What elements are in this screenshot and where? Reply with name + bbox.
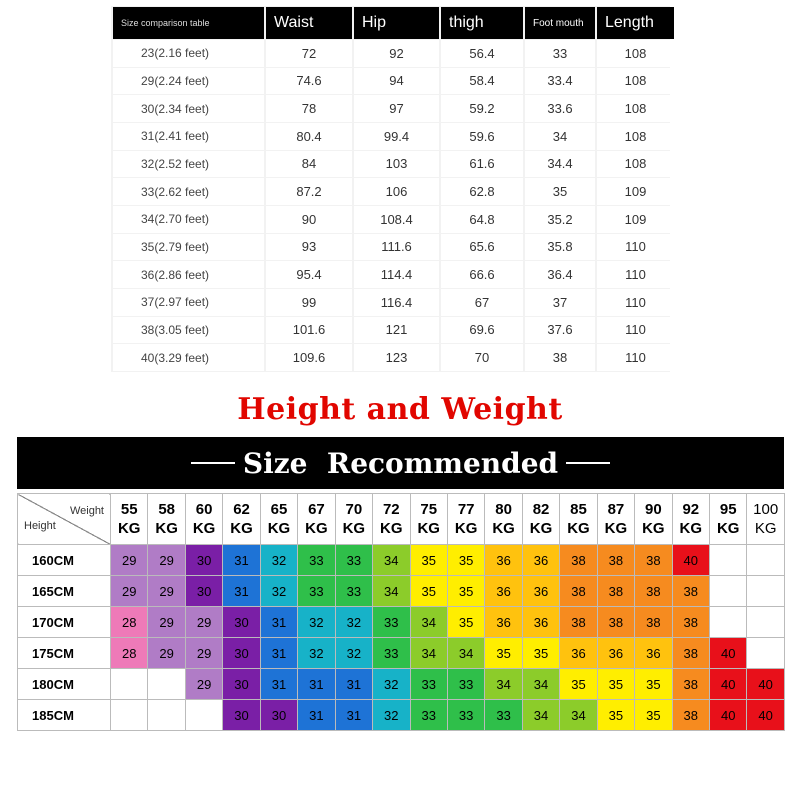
weight-unit: KG <box>342 520 366 537</box>
size-cell: 32 <box>260 545 297 576</box>
size-cell: 31 <box>223 545 260 576</box>
measure-cell: 66.6 <box>441 261 523 288</box>
measure-cell: 33.6 <box>525 95 595 122</box>
weight-header <box>298 494 335 545</box>
size-cell: 35 <box>522 638 559 669</box>
measure-cell: 108 <box>597 123 674 150</box>
empty-size-cell <box>148 669 185 700</box>
weight-header-row <box>18 494 785 545</box>
weight-unit: KG <box>567 520 590 537</box>
size-cell: 33 <box>410 669 447 700</box>
size-cell: 34 <box>373 576 410 607</box>
table-row <box>113 261 674 288</box>
size-cell: 34 <box>522 700 559 731</box>
table-row <box>113 234 674 261</box>
size-table-header-waist: Waist <box>266 7 352 39</box>
size-cell: 40 <box>747 700 784 731</box>
size-cell: 30 <box>185 576 222 607</box>
size-cell: 32 <box>260 576 297 607</box>
size-cell: 34 <box>485 669 522 700</box>
size-cell: 36 <box>485 545 522 576</box>
weight-unit: KG <box>754 520 777 537</box>
height-row <box>18 576 785 607</box>
height-label: 160CM <box>18 545 111 576</box>
measure-cell: 97 <box>354 95 439 122</box>
measure-cell: 109 <box>597 178 674 205</box>
size-cell: 29 <box>185 669 222 700</box>
size-cell: 34 <box>560 700 597 731</box>
measure-cell: 59.6 <box>441 123 523 150</box>
weight-value: 62 <box>233 501 250 518</box>
measure-cell: 108 <box>597 68 674 95</box>
measure-cell: 108 <box>597 40 674 67</box>
size-cell: 29 <box>185 638 222 669</box>
size-table-header-hip: Hip <box>354 7 439 39</box>
empty-size-cell <box>148 700 185 731</box>
weight-value: 77 <box>457 501 475 518</box>
measure-cell: 34.4 <box>525 151 595 178</box>
size-cell: 31 <box>260 607 297 638</box>
size-cell: 31 <box>223 576 260 607</box>
size-cell: 32(2.52 feet) <box>113 151 264 178</box>
measure-cell: 109 <box>597 206 674 233</box>
table-row <box>113 206 674 233</box>
weight-value: 72 <box>382 501 400 518</box>
empty-size-cell <box>747 545 784 576</box>
measure-cell: 87.2 <box>266 178 352 205</box>
size-cell: 36 <box>560 638 597 669</box>
measure-cell: 72 <box>266 40 352 67</box>
size-cell: 36 <box>485 576 522 607</box>
height-row <box>18 638 785 669</box>
height-label: 180CM <box>18 669 111 700</box>
size-cell: 29 <box>111 545 148 576</box>
size-cell: 34 <box>410 607 447 638</box>
size-table-header-row <box>113 7 674 39</box>
size-cell: 30 <box>260 700 297 731</box>
measure-cell: 110 <box>597 261 674 288</box>
banner-text: Size Recommended <box>242 446 559 480</box>
weight-unit: KG <box>155 520 178 537</box>
size-cell: 38 <box>672 700 709 731</box>
size-cell: 33 <box>447 669 484 700</box>
table-row <box>113 123 674 150</box>
size-cell: 35 <box>485 638 522 669</box>
table-row <box>113 344 674 371</box>
size-cell: 38 <box>560 576 597 607</box>
measure-cell: 123 <box>354 344 439 371</box>
height-label: 175CM <box>18 638 111 669</box>
weight-header <box>672 494 709 545</box>
size-comparison-table <box>111 6 670 372</box>
weight-unit: KG <box>417 520 440 537</box>
measure-cell: 121 <box>354 317 439 344</box>
size-cell: 29 <box>148 545 185 576</box>
size-cell: 29(2.24 feet) <box>113 68 264 95</box>
size-cell: 32 <box>298 638 335 669</box>
measure-cell: 33 <box>525 40 595 67</box>
measure-cell: 101.6 <box>266 317 352 344</box>
size-cell: 29 <box>111 576 148 607</box>
size-cell: 34 <box>522 669 559 700</box>
banner-rule-left <box>191 462 235 464</box>
height-row <box>18 700 785 731</box>
size-cell: 36 <box>522 576 559 607</box>
height-row <box>18 545 785 576</box>
empty-size-cell <box>111 700 148 731</box>
size-cell: 40 <box>672 545 709 576</box>
weight-value: 67 <box>308 501 325 518</box>
measure-cell: 67 <box>441 289 523 316</box>
empty-size-cell <box>710 576 747 607</box>
weight-unit: KG <box>716 520 740 537</box>
size-cell: 33(2.62 feet) <box>113 178 264 205</box>
measure-cell: 33.4 <box>525 68 595 95</box>
size-cell: 31(2.41 feet) <box>113 123 264 150</box>
size-cell: 34 <box>373 545 410 576</box>
size-recommendation-table <box>17 493 784 725</box>
measure-cell: 108 <box>597 95 674 122</box>
weight-header <box>710 494 747 545</box>
empty-size-cell <box>747 607 784 638</box>
size-cell: 35 <box>447 576 484 607</box>
size-cell: 36 <box>485 607 522 638</box>
size-cell: 35 <box>447 607 484 638</box>
measure-cell: 93 <box>266 234 352 261</box>
weight-value: 65 <box>270 501 288 518</box>
size-cell: 33 <box>373 607 410 638</box>
size-cell: 33 <box>335 545 372 576</box>
size-cell: 38 <box>597 545 634 576</box>
weight-unit: KG <box>642 520 665 537</box>
measure-cell: 110 <box>597 344 674 371</box>
size-cell: 40 <box>747 669 784 700</box>
measure-cell: 34 <box>525 123 595 150</box>
size-cell: 31 <box>260 669 297 700</box>
size-cell: 29 <box>148 576 185 607</box>
size-cell: 31 <box>335 700 372 731</box>
weight-value: 60 <box>195 501 213 518</box>
measure-cell: 106 <box>354 178 439 205</box>
measure-cell: 90 <box>266 206 352 233</box>
weight-header <box>447 494 484 545</box>
weight-unit: KG <box>604 520 628 537</box>
weight-unit: KG <box>529 520 553 537</box>
measure-cell: 70 <box>441 344 523 371</box>
size-cell: 32 <box>335 638 372 669</box>
measure-cell: 94 <box>354 68 439 95</box>
weight-value: 55 <box>120 501 138 518</box>
size-cell: 38 <box>597 607 634 638</box>
size-cell: 38(3.05 feet) <box>113 317 264 344</box>
size-cell: 32 <box>298 607 335 638</box>
weight-header <box>260 494 297 545</box>
size-cell: 30 <box>223 669 260 700</box>
measure-cell: 74.6 <box>266 68 352 95</box>
table-corner-cell <box>18 494 111 545</box>
corner-weight-label: Weight <box>69 505 104 517</box>
size-cell: 31 <box>260 638 297 669</box>
size-cell: 33 <box>298 545 335 576</box>
size-cell: 37(2.97 feet) <box>113 289 264 316</box>
size-cell: 31 <box>298 700 335 731</box>
measure-cell: 56.4 <box>441 40 523 67</box>
size-cell: 30 <box>185 545 222 576</box>
size-cell: 32 <box>335 607 372 638</box>
measure-cell: 58.4 <box>441 68 523 95</box>
size-cell: 38 <box>672 576 709 607</box>
size-cell: 38 <box>672 669 709 700</box>
height-label: 165CM <box>18 576 111 607</box>
measure-cell: 84 <box>266 151 352 178</box>
height-label: 185CM <box>18 700 111 731</box>
height-row <box>18 669 785 700</box>
measure-cell: 103 <box>354 151 439 178</box>
size-cell: 34(2.70 feet) <box>113 206 264 233</box>
size-table-header-size: Size comparison table <box>113 7 264 39</box>
size-cell: 35 <box>560 669 597 700</box>
size-cell: 35 <box>447 545 484 576</box>
table-row <box>113 95 674 122</box>
table-row <box>113 317 674 344</box>
size-cell: 23(2.16 feet) <box>113 40 264 67</box>
table-row <box>113 151 674 178</box>
measure-cell: 64.8 <box>441 206 523 233</box>
height-label: 170CM <box>18 607 111 638</box>
height-weight-title: Height and Weight <box>237 392 563 427</box>
weight-header <box>747 494 784 545</box>
size-cell: 38 <box>635 607 672 638</box>
size-cell: 40 <box>710 638 747 669</box>
size-cell: 38 <box>597 576 634 607</box>
weight-unit: KG <box>230 520 253 537</box>
table-row <box>113 68 674 95</box>
weight-value: 85 <box>570 501 587 518</box>
size-cell: 40(3.29 feet) <box>113 344 264 371</box>
measure-cell: 38 <box>525 344 595 371</box>
weight-value: 90 <box>645 501 662 518</box>
measure-cell: 62.8 <box>441 178 523 205</box>
measure-cell: 99 <box>266 289 352 316</box>
empty-size-cell <box>185 700 222 731</box>
size-cell: 31 <box>298 669 335 700</box>
measure-cell: 35.8 <box>525 234 595 261</box>
weight-value: 75 <box>420 501 438 518</box>
size-cell: 29 <box>148 607 185 638</box>
size-table-header-foot-mouth: Foot mouth <box>525 7 595 39</box>
size-cell: 38 <box>635 576 672 607</box>
height-row <box>18 607 785 638</box>
measure-cell: 116.4 <box>354 289 439 316</box>
size-cell: 33 <box>447 700 484 731</box>
measure-cell: 35 <box>525 178 595 205</box>
size-cell: 33 <box>335 576 372 607</box>
size-cell: 33 <box>298 576 335 607</box>
size-cell: 40 <box>710 700 747 731</box>
size-cell: 30(2.34 feet) <box>113 95 264 122</box>
weight-unit: KG <box>267 520 291 537</box>
weight-header <box>335 494 372 545</box>
weight-header <box>223 494 260 545</box>
size-cell: 35 <box>597 669 634 700</box>
measure-cell: 114.4 <box>354 261 439 288</box>
corner-height-label: Height <box>24 520 56 532</box>
weight-unit: KG <box>380 520 403 537</box>
measure-cell: 110 <box>597 289 674 316</box>
size-cell: 33 <box>410 700 447 731</box>
size-cell: 35 <box>635 700 672 731</box>
size-cell: 38 <box>560 545 597 576</box>
size-cell: 33 <box>373 638 410 669</box>
weight-header <box>373 494 410 545</box>
measure-cell: 78 <box>266 95 352 122</box>
size-table-header-length: Length <box>597 7 674 39</box>
size-cell: 34 <box>447 638 484 669</box>
size-cell: 32 <box>373 700 410 731</box>
measure-cell: 110 <box>597 317 674 344</box>
size-cell: 33 <box>485 700 522 731</box>
weight-header <box>111 494 148 545</box>
size-cell: 38 <box>635 545 672 576</box>
empty-size-cell <box>111 669 148 700</box>
weight-header <box>410 494 447 545</box>
size-cell: 40 <box>710 669 747 700</box>
size-cell: 36 <box>522 545 559 576</box>
measure-cell: 59.2 <box>441 95 523 122</box>
banner-rule-right <box>566 462 610 464</box>
size-cell: 38 <box>672 638 709 669</box>
size-cell: 32 <box>373 669 410 700</box>
weight-value: 82 <box>532 501 550 518</box>
weight-value: 92 <box>682 501 700 518</box>
size-cell: 29 <box>185 607 222 638</box>
size-cell: 35 <box>597 700 634 731</box>
size-cell: 36(2.86 feet) <box>113 261 264 288</box>
measure-cell: 61.6 <box>441 151 523 178</box>
weight-header <box>148 494 185 545</box>
weight-unit: KG <box>454 520 478 537</box>
size-cell: 35(2.79 feet) <box>113 234 264 261</box>
measure-cell: 95.4 <box>266 261 352 288</box>
empty-size-cell <box>710 545 747 576</box>
size-table-header-thigh: thigh <box>441 7 523 39</box>
weight-unit: KG <box>192 520 216 537</box>
size-cell: 35 <box>410 576 447 607</box>
measure-cell: 69.6 <box>441 317 523 344</box>
size-cell: 30 <box>223 607 260 638</box>
size-cell: 38 <box>560 607 597 638</box>
size-cell: 28 <box>111 638 148 669</box>
weight-unit: KG <box>117 520 141 537</box>
measure-cell: 65.6 <box>441 234 523 261</box>
size-cell: 30 <box>223 638 260 669</box>
weight-unit: KG <box>492 520 515 537</box>
measure-cell: 99.4 <box>354 123 439 150</box>
measure-cell: 36.4 <box>525 261 595 288</box>
weight-value: 87 <box>607 501 625 518</box>
weight-header <box>635 494 672 545</box>
weight-value: 100 <box>753 501 779 518</box>
size-cell: 35 <box>410 545 447 576</box>
empty-size-cell <box>747 576 784 607</box>
size-cell: 29 <box>148 638 185 669</box>
measure-cell: 37 <box>525 289 595 316</box>
measure-cell: 108 <box>597 151 674 178</box>
size-cell: 36 <box>635 638 672 669</box>
weight-header <box>597 494 634 545</box>
size-cell: 36 <box>522 607 559 638</box>
measure-cell: 80.4 <box>266 123 352 150</box>
empty-size-cell <box>710 607 747 638</box>
table-row <box>113 289 674 316</box>
weight-header <box>185 494 222 545</box>
weight-value: 95 <box>719 501 737 518</box>
size-cell: 34 <box>410 638 447 669</box>
measure-cell: 35.2 <box>525 206 595 233</box>
size-cell: 36 <box>597 638 634 669</box>
size-cell: 30 <box>223 700 260 731</box>
measure-cell: 92 <box>354 40 439 67</box>
measure-cell: 109.6 <box>266 344 352 371</box>
empty-size-cell <box>747 638 784 669</box>
size-cell: 28 <box>111 607 148 638</box>
size-recommended-banner <box>17 437 784 489</box>
measure-cell: 111.6 <box>354 234 439 261</box>
size-cell: 31 <box>335 669 372 700</box>
weight-header <box>522 494 559 545</box>
weight-header <box>485 494 522 545</box>
measure-cell: 110 <box>597 234 674 261</box>
size-cell: 38 <box>672 607 709 638</box>
weight-header <box>560 494 597 545</box>
measure-cell: 37.6 <box>525 317 595 344</box>
weight-value: 70 <box>345 501 363 518</box>
weight-unit: KG <box>305 520 328 537</box>
measure-cell: 108.4 <box>354 206 439 233</box>
size-cell: 35 <box>635 669 672 700</box>
table-row <box>113 40 674 67</box>
weight-value: 58 <box>158 501 175 518</box>
table-row <box>113 178 674 205</box>
weight-value: 80 <box>495 501 512 518</box>
weight-unit: KG <box>679 520 703 537</box>
